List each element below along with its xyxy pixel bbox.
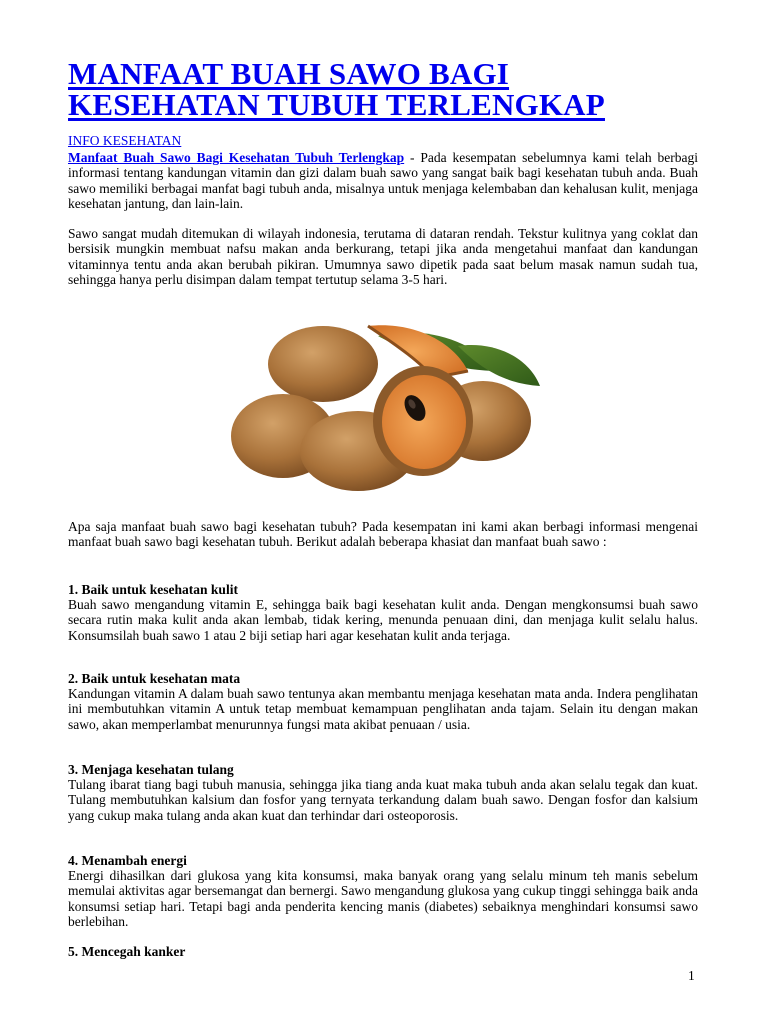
section-5-heading: 5. Mencegah kanker bbox=[68, 944, 186, 959]
section-4-heading: 4. Menambah energi bbox=[68, 853, 187, 868]
paragraph-2: Sawo sangat mudah ditemukan di wilayah indonesia, terutama di dataran rendah. Tekstur kulitnya yang coklat dan bersisik mungkin membuat nafsu makan anda berkurang, tetapi jika anda mengetahui manfaat dan kandungan vitaminnya tentu anda akan berubah pikiran. Umumnya sawo dipetik pada saat belum masak namun sudah tua, sehingga hanya perlu disimpan dalam tempat tertutup selama 3-5 hari. bbox=[68, 226, 698, 288]
intro-paragraph bbox=[68, 150, 698, 212]
category-link[interactable]: INFO KESEHATAN bbox=[68, 133, 182, 148]
title-line-1[interactable]: MANFAAT BUAH SAWO BAGI bbox=[68, 56, 510, 91]
sapodilla-half-flesh bbox=[382, 375, 466, 469]
section-3-body: Tulang ibarat tiang bagi tubuh manusia, sehingga jika tiang anda kuat maka tubuh anda akan selalu tegak dan kuat. Tulang membutuhkan kalsium dan fosfor yang ternyata terkandung dalam buah sawo. Dengan fosfor dan kalsium yang cukup maka tulang anda akan kuat dan terhindar dari osteoporosis. bbox=[68, 777, 698, 823]
sapodilla-whole bbox=[268, 326, 378, 402]
intro-article-link[interactable]: Manfaat Buah Sawo Bagi Kesehatan Tubuh Terlengkap bbox=[68, 150, 405, 165]
intro-text: - Pada kesempatan sebelumnya kami telah berbagi informasi tentang kandungan vitamin dan gizi dalam buah sawo yang sangat baik bagi kesehatan tubuh anda. Buah sawo memiliki berbagai manfat bagi tubuh anda, misalnya untuk menjaga kelembaban dan kehalusan kulit, menjaga kesehatan jantung, dan lain-lain. bbox=[68, 150, 698, 212]
sapodilla-fruit-image bbox=[228, 316, 540, 494]
section-4-body: Energi dihasilkan dari glukosa yang kita konsumsi, maka banyak orang yang selalu minum teh manis sebelum memulai aktivitas agar bersemangat dan bernergi. Sawo mengandung glukosa yang cukup tinggi sehingga baik anda konsumsi setiap hari. Tetapi bagi anda penderita kencing manis (diabetes) sebaiknya menghindari konsumsi sawo berlebihan. bbox=[68, 868, 698, 930]
section-1-heading: 1. Baik untuk kesehatan kulit bbox=[68, 582, 238, 597]
title-line-2[interactable]: KESEHATAN TUBUH TERLENGKAP bbox=[68, 87, 605, 122]
section-3-heading: 3. Menjaga kesehatan tulang bbox=[68, 762, 234, 777]
section-2-heading: 2. Baik untuk kesehatan mata bbox=[68, 671, 241, 686]
section-2-body: Kandungan vitamin A dalam buah sawo tentunya akan membantu menjaga kesehatan mata anda. Indera penglihatan ini membutuhkan vitamin A untuk tetap membuat kemampuan penglihatan anda tajam. Selain itu dengan makan sawo, akan memperlambat menurunnya fungsi mata akibat penuaan / usia. bbox=[68, 686, 698, 732]
page-title[interactable] bbox=[68, 58, 708, 120]
section-1-body: Buah sawo mengandung vitamin E, sehingga baik bagi kesehatan kulit anda. Dengan mengkonsumsi buah sawo secara rutin maka kulit anda akan lembab, tidak kering, menunda penuaan dini, dan menjaga kulit selalu halus. Konsumsilah buah sawo 1 atau 2 biji setiap hari agar kesehatan kulit anda terjaga. bbox=[68, 597, 698, 643]
page-number: 1 bbox=[688, 968, 695, 983]
paragraph-3: Apa saja manfaat buah sawo bagi kesehatan tubuh? Pada kesempatan ini kami akan berbagi informasi mengenai manfaat buah sawo bagi kesehatan tubuh. Berikut adalah beberapa khasiat dan manfaat buah sawo : bbox=[68, 519, 698, 550]
